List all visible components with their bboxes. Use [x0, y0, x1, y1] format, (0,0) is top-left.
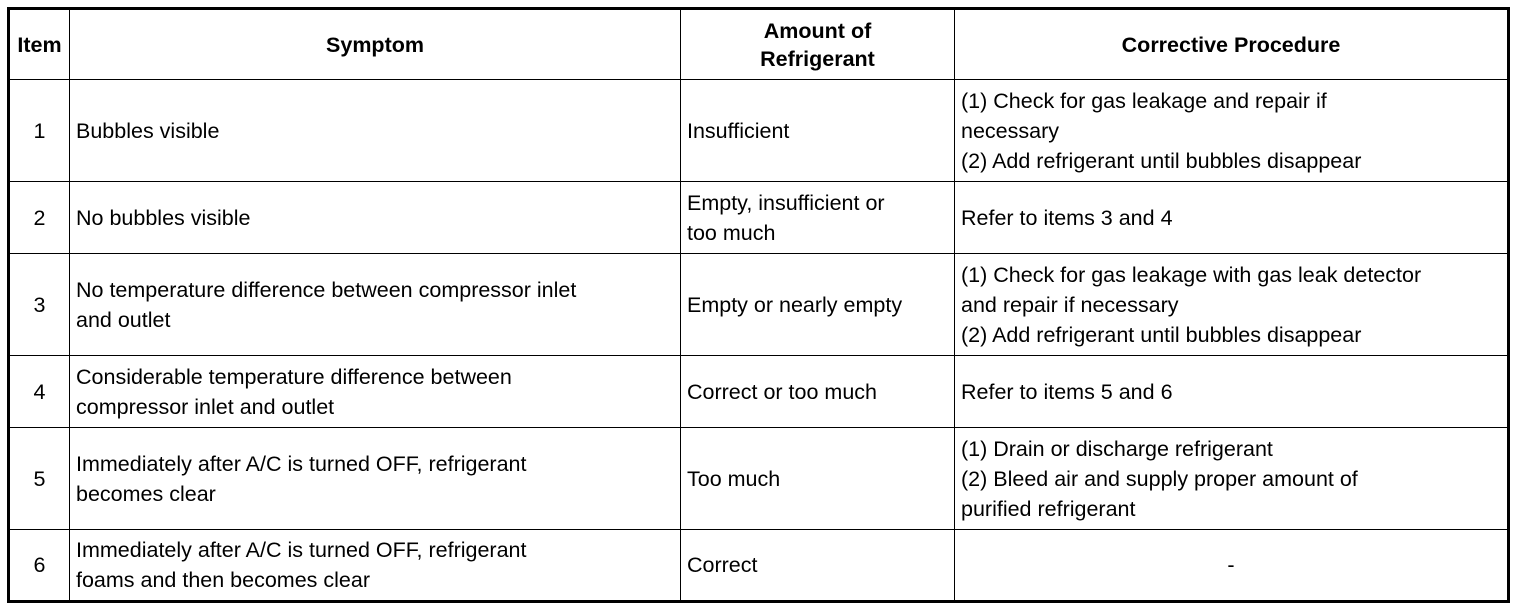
symptom-cell: Bubbles visible — [70, 80, 681, 182]
symptom-cell: Immediately after A/C is turned OFF, refrigerant becomes clear — [70, 428, 681, 530]
procedure-cell: (1) Drain or discharge refrigerant (2) Bleed air and supply proper amount of purified refrigerant — [955, 428, 1509, 530]
header-row — [9, 9, 1509, 80]
column-header-item: Item — [9, 9, 70, 80]
amount-cell: Empty or nearly empty — [681, 254, 955, 356]
table-row — [9, 356, 1509, 428]
procedure-cell: Refer to items 5 and 6 — [955, 356, 1509, 428]
symptom-cell: Immediately after A/C is turned OFF, refrigerant foams and then becomes clear — [70, 530, 681, 602]
item-number-cell: 3 — [9, 254, 70, 356]
column-header-procedure: Corrective Procedure — [955, 9, 1509, 80]
amount-cell: Insufficient — [681, 80, 955, 182]
item-number-cell: 6 — [9, 530, 70, 602]
procedure-cell: (1) Check for gas leakage with gas leak detector and repair if necessary (2) Add refrigerant until bubbles disappear — [955, 254, 1509, 356]
amount-cell: Correct — [681, 530, 955, 602]
symptom-cell: No temperature difference between compressor inlet and outlet — [70, 254, 681, 356]
symptom-cell: Considerable temperature difference between compressor inlet and outlet — [70, 356, 681, 428]
table-row — [9, 428, 1509, 530]
column-header-amount: Amount of Refrigerant — [681, 9, 955, 80]
table-row — [9, 530, 1509, 602]
item-number-cell: 4 — [9, 356, 70, 428]
symptom-cell: No bubbles visible — [70, 182, 681, 254]
item-number-cell: 1 — [9, 80, 70, 182]
column-header-symptom: Symptom — [70, 9, 681, 80]
table-row — [9, 80, 1509, 182]
amount-cell: Correct or too much — [681, 356, 955, 428]
amount-cell: Empty, insufficient or too much — [681, 182, 955, 254]
refrigerant-diagnosis-table — [7, 7, 1510, 603]
procedure-cell: - — [955, 530, 1509, 602]
item-number-cell: 2 — [9, 182, 70, 254]
table-row — [9, 182, 1509, 254]
item-number-cell: 5 — [9, 428, 70, 530]
procedure-cell: (1) Check for gas leakage and repair if necessary (2) Add refrigerant until bubbles disappear — [955, 80, 1509, 182]
table-row — [9, 254, 1509, 356]
amount-cell: Too much — [681, 428, 955, 530]
procedure-cell: Refer to items 3 and 4 — [955, 182, 1509, 254]
